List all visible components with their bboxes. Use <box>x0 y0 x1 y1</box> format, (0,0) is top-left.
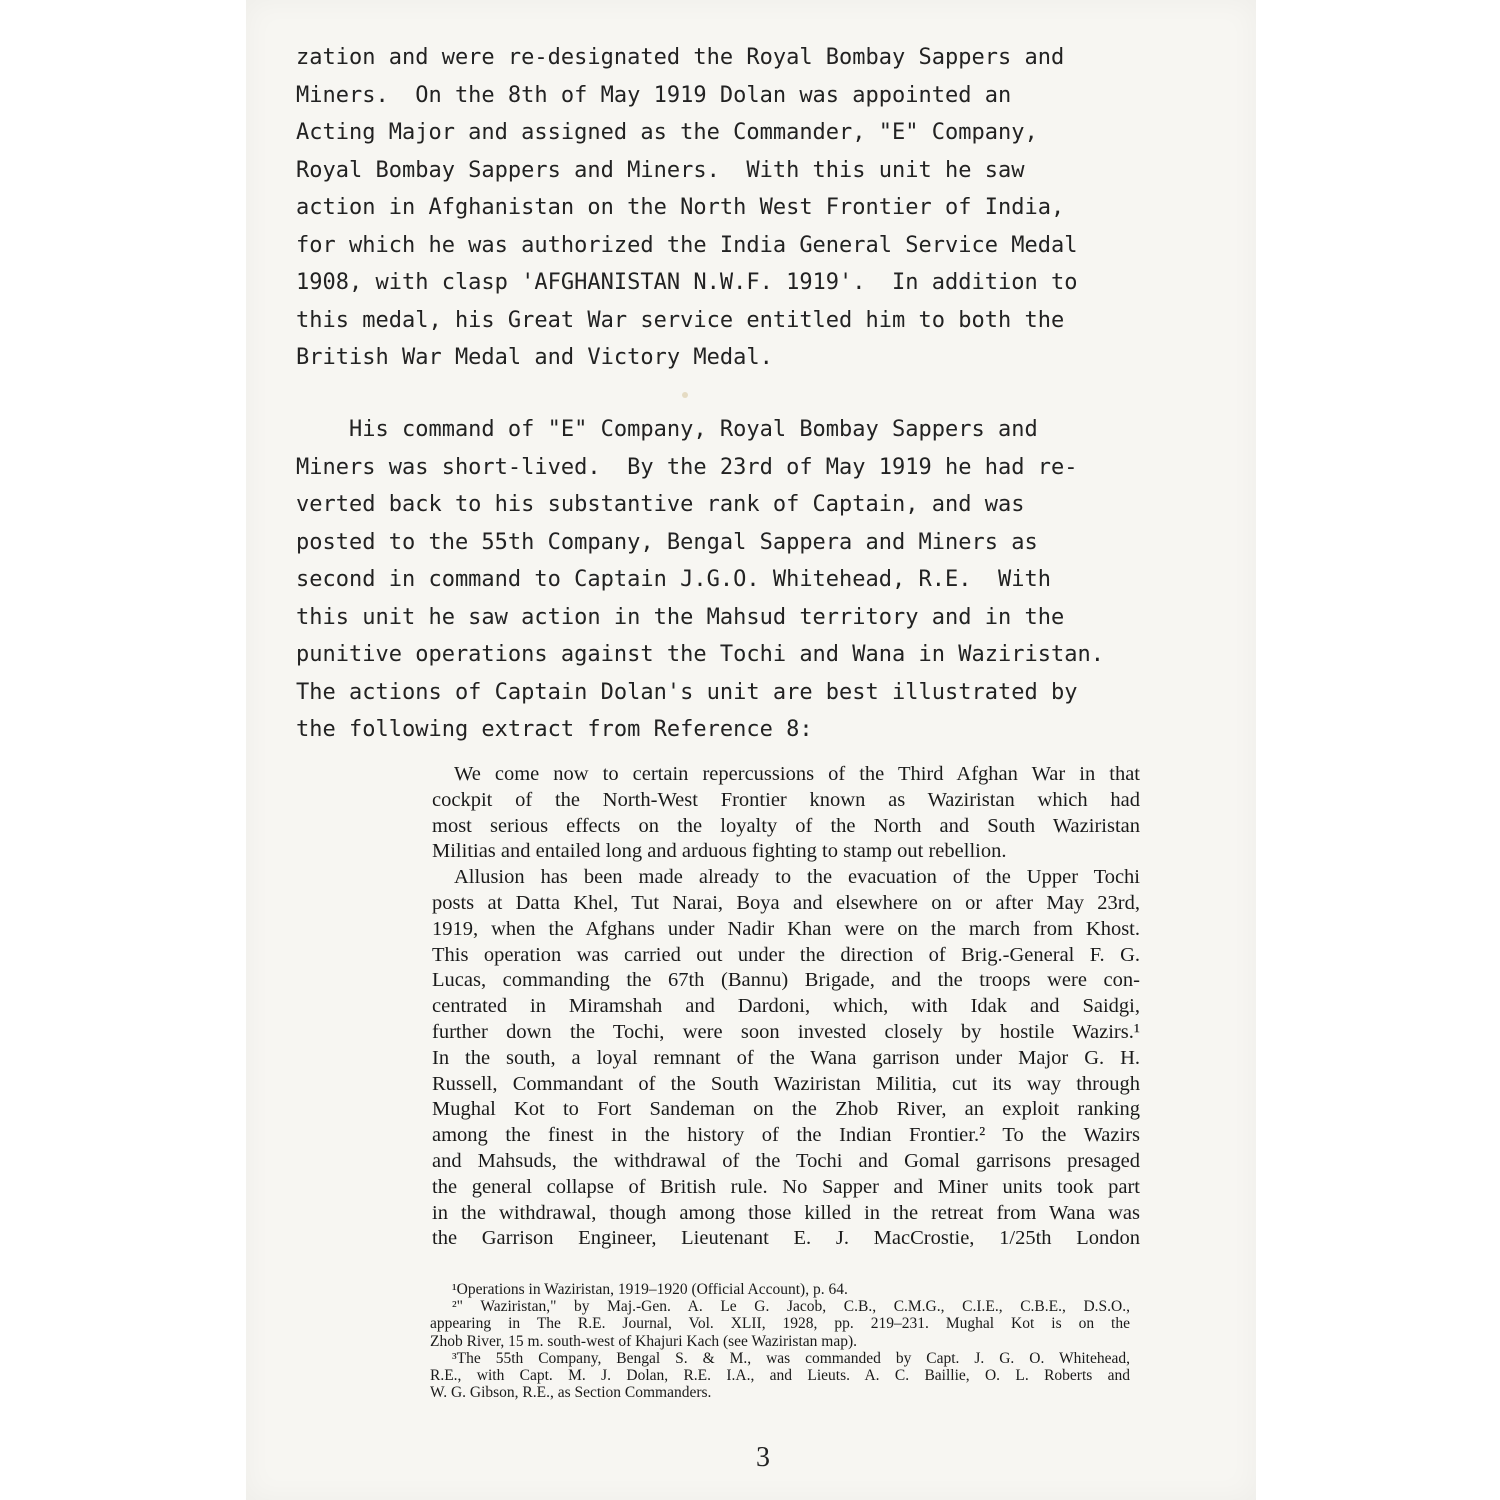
extract-line: in the withdrawal, though among those killed in the retreat from Wana was <box>432 1201 1140 1224</box>
extract-line: Allusion has been made already to the evacuation of the Upper Tochi <box>454 866 1140 889</box>
extract-line: posts at Datta Khel, Tut Narai, Boya and elsewhere on or after May 23rd, <box>432 891 1140 914</box>
typed-line: the following extract from Reference 8: <box>296 717 813 742</box>
typed-line: Miners was short-lived. By the 23rd of May 1919 he had re- <box>296 454 1078 480</box>
typed-line: for which he was authorized the India General Service Medal <box>296 232 1078 258</box>
extract-line: and Mahsuds, the withdrawal of the Tochi and Gomal garrisons presaged <box>432 1149 1140 1172</box>
typed-line: His command of "E" Company, Royal Bombay Sappers and <box>296 417 1038 442</box>
typed-line: Miners. On the 8th of May 1919 Dolan was appointed an <box>296 82 1012 108</box>
extract-line: the general collapse of British rule. No Sapper and Miner units took part <box>432 1175 1140 1198</box>
footnote-line: appearing in The R.E. Journal, Vol. XLII, 1928, pp. 219–231. Mughal Kot is on the <box>430 1315 1130 1333</box>
extract-line: cockpit of the North-West Frontier known as Waziristan which had <box>432 788 1140 811</box>
footnotes <box>430 1281 1130 1401</box>
typed-line: zation and were re-designated the Royal Bombay Sappers and <box>296 45 1065 70</box>
extract-line: Mughal Kot to Fort Sandeman on the Zhob River, an exploit ranking <box>432 1098 1140 1121</box>
extract-line: most serious effects on the loyalty of the North and South Waziristan <box>432 814 1140 837</box>
typed-line: this unit he saw action in the Mahsud territory and in the <box>296 604 1065 630</box>
extract-line: This operation was carried out under the direction of Brig.-General F. G. <box>432 943 1140 966</box>
footnote-line: R.E., with Capt. M. J. Dolan, R.E. I.A., and Lieuts. A. C. Baillie, O. L. Roberts and <box>430 1366 1130 1384</box>
extract-line: among the finest in the history of the Indian Frontier.² To the Wazirs <box>432 1124 1140 1147</box>
quoted-extract <box>432 762 1140 1252</box>
extract-line: Russell, Commandant of the South Waziristan Militia, cut its way through <box>432 1072 1140 1095</box>
typed-paragraph-1 <box>296 39 1236 377</box>
typed-line: Royal Bombay Sappers and Miners. With this unit he saw <box>296 157 1025 183</box>
typed-line: British War Medal and Victory Medal. <box>296 345 773 370</box>
typed-line: 1908, with clasp 'AFGHANISTAN N.W.F. 1919'. In addition to <box>296 270 1078 295</box>
extract-line: Lucas, commanding the 67th (Bannu) Brigade, and the troops were con- <box>432 969 1140 992</box>
typed-line: second in command to Captain J.G.O. Whitehead, R.E. With <box>296 567 1051 592</box>
typed-line: punitive operations against the Tochi and Wana in Waziristan. <box>296 642 1104 667</box>
page-number: 3 <box>756 1442 770 1473</box>
typed-line: posted to the 55th Company, Bengal Sappera and Miners as <box>296 529 1038 555</box>
typed-paragraph-2 <box>296 411 1236 749</box>
extract-line: the Garrison Engineer, Lieutenant E. J. MacCrostie, 1/25th London <box>432 1227 1140 1250</box>
typed-line: The actions of Captain Dolan's unit are best illustrated by <box>296 679 1078 705</box>
typed-line: action in Afghanistan on the North West Frontier of India, <box>296 195 1065 220</box>
typed-line: verted back to his substantive rank of Captain, and was <box>296 492 1025 517</box>
extract-line: centrated in Miramshah and Dardoni, which, with Idak and Saidgi, <box>432 995 1140 1018</box>
extract-line: 1919, when the Afghans under Nadir Khan were on the march from Khost. <box>432 917 1140 940</box>
footnote-line: ²" Waziristan," by Maj.-Gen. A. Le G. Jacob, C.B., C.M.G., C.I.E., C.B.E., D.S.O., <box>452 1298 1130 1316</box>
typed-line: Acting Major and assigned as the Commander, "E" Company, <box>296 120 1038 145</box>
footnote-line: ³The 55th Company, Bengal S. & M., was commanded by Capt. J. G. O. Whitehead, <box>452 1349 1130 1367</box>
typed-line: this medal, his Great War service entitled him to both the <box>296 307 1065 333</box>
footnote-line: W. G. Gibson, R.E., as Section Commanders. <box>430 1384 712 1402</box>
footnote-line: ¹Operations in Waziristan, 1919–1920 (Official Account), p. 64. <box>452 1281 848 1298</box>
extract-line: Militias and entailed long and arduous fighting to stamp out rebellion. <box>432 840 1007 863</box>
footnote-line: Zhob River, 15 m. south-west of Khajuri Kach (see Waziristan map). <box>430 1332 857 1350</box>
extract-line: We come now to certain repercussions of the Third Afghan War in that <box>454 763 1140 785</box>
extract-line: In the south, a loyal remnant of the Wana garrison under Major G. H. <box>432 1046 1140 1069</box>
paper-speck <box>682 392 688 398</box>
extract-line: further down the Tochi, were soon invested closely by hostile Wazirs.¹ <box>432 1020 1140 1043</box>
